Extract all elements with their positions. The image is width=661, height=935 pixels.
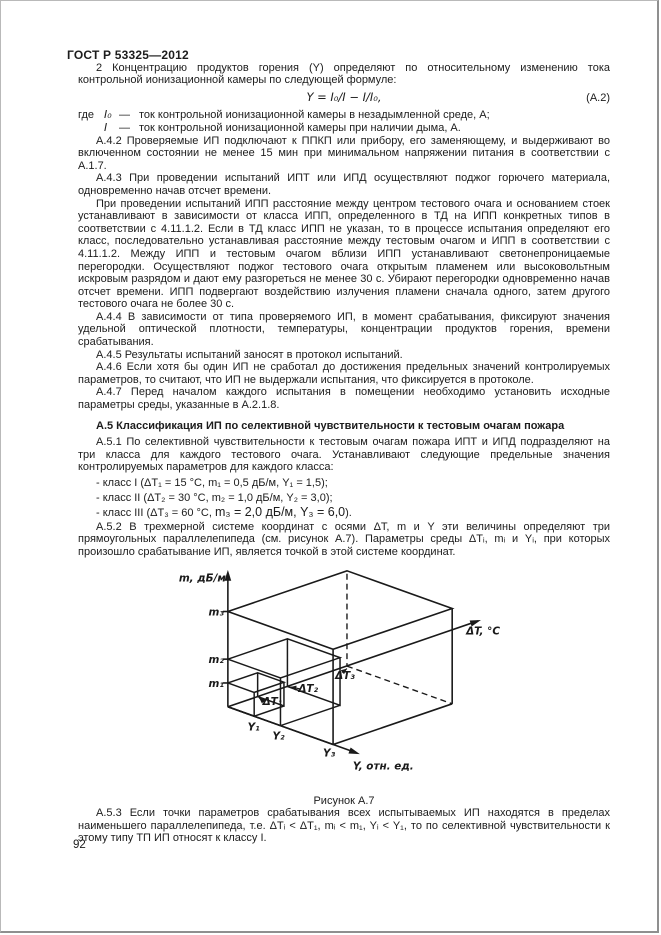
- where-text: ток контрольной ионизационной камеры в незадымленной среде, А;: [139, 109, 490, 122]
- paragraph-a4-3-cont: При проведении испытаний ИПП расстояние между центром тестового очага и основанием стоек устанавливают в зависимости от класса ИПП, определенного в ТД на ИПП конкретных типов в соответствии с 4.11.1.2. Если в ТД класс ИПП не указан, то в процессе испытания определяют его класс, последовательно устанавливая расстояние между тестовым очагом и ИПП в соответствии с 4.11.1.2. Между ИПП и тестовым очагом вблизи ИПП устанавливают светонепроницаемые перегородки. Осуществляют поджог тестового очага открытым пламенем или высоковольтным искровым разрядом и дают ему разгореться не менее 30 с. Убирают перегородки одновременно начав отсчет времени. ИПП подвергают воздействию излучения пламени сначала одного, затем другого тестового очага не более 30 с.: [78, 197, 610, 311]
- figure-caption: Рисунок А.7: [313, 794, 375, 807]
- paragraph-a5-2: А.5.2 В трехмерной системе координат с осями ΔT, m и Y эти величины определяют три прямоугольных параллелепипеда (см. рисунок А.7). Параметры среды ΔTᵢ, mᵢ и Yᵢ, при которых произошло срабатывание ИП, является точкой в этой системе координат.: [78, 520, 610, 558]
- where-prefix: где: [78, 109, 95, 122]
- delta-t-axis-label: ΔT, °С: [466, 624, 500, 637]
- axes: [223, 575, 478, 752]
- paragraph-a4-2: А.4.2 Проверяемые ИП подключают к ППКП или прибору, его заменяющему, и выдерживают во включенном состоянии не менее 15 мин при минимальном напряжении питания в соответствии с А.1.7.: [78, 134, 610, 172]
- paragraph-a4-7: А.4.7 Перед началом каждого испытания в помещении необходимо установить исходные параметры среды, указанные в А.2.1.8.: [78, 386, 610, 412]
- document-header: ГОСТ Р 53325—2012: [67, 48, 189, 62]
- formula-number: (А.2): [586, 91, 610, 104]
- where-symbol: I₀: [104, 108, 112, 122]
- heading-a5: А.5 Классификация ИП по селективной чувствительности к тестовым очагам пожара: [96, 419, 565, 432]
- paragraph-a4-5: А.4.5 Результаты испытаний заносят в протокол испытаний.: [96, 348, 403, 361]
- m-axis-label: m, дБ/м: [178, 572, 226, 585]
- delta-t2-label: ΔT₂: [298, 682, 319, 695]
- formula-block: [78, 91, 610, 105]
- delta-t3-label: ΔT₃: [335, 669, 355, 682]
- class-item-text: - класс III (ΔT₃ = 60 °С,: [96, 506, 215, 519]
- paragraph-a4-3: А.4.3 При проведении испытаний ИПТ или ИПД осуществляют поджог горючего материала, одновременно начав отсчет времени.: [78, 172, 610, 197]
- class-list-item-2: [78, 491, 610, 505]
- where-dash: —: [119, 121, 130, 134]
- paragraph-a4-6: А.4.6 Если хотя бы один ИП не сработал до достижения предельных значений контролируемых параметров, то считают, что ИП не выдержали испытания, что фиксируется в протоколе.: [78, 361, 610, 386]
- figure-a7: [78, 565, 610, 793]
- where-dash: —: [119, 109, 130, 122]
- axis-arrowheads: [224, 569, 480, 753]
- delta-t-axis: [228, 620, 478, 706]
- where-list: [78, 109, 610, 134]
- where-row: [78, 122, 610, 135]
- y-axis-arrow: [348, 747, 359, 754]
- page-number: 92: [73, 839, 86, 851]
- where-prefix-empty: [78, 122, 104, 135]
- class-list-item-3: [78, 506, 610, 520]
- class-list-item-1: [78, 476, 610, 490]
- figure-a7-diagram: [78, 565, 609, 793]
- class-item-text: - класс I (ΔT₁ = 15 °С, m₁ = 0,5 дБ/м, Y₁ = 1,5);: [96, 476, 328, 489]
- y-axis-label: Y, отн. ед.: [352, 759, 414, 772]
- where-symbol: I: [104, 120, 108, 134]
- paragraph-a5-1: А.5.1 По селективной чувствительности к тестовым очагам пожара ИПТ и ИПД подразделяют на три класса для каждого тестового очага. Устанавливают следующие предельные значения контролируемых параметров для каждого класса:: [78, 436, 610, 474]
- m1-tick-label: m₁: [208, 677, 224, 690]
- y1-tick-label: Y₁: [247, 721, 260, 734]
- y2-tick-label: Y₂: [272, 730, 285, 743]
- formula-expression: Y = I₀/I − I/I₀,: [306, 89, 382, 104]
- paragraph-a4-4: А.4.4 В зависимости от типа проверяемого ИП, в момент срабатывания, фиксируют значения удельной оптической плотности, температуры, концентрации продуктов горения, времени срабатывания.: [78, 310, 610, 349]
- class-item-tail: ).: [345, 506, 352, 519]
- m2-tick-label: m₂: [208, 653, 224, 666]
- y3-tick-label: Y₃: [323, 746, 336, 759]
- class-item-text: - класс II (ΔT₂ = 30 °С, m₂ = 1,0 дБ/м, Y₂ = 3,0);: [96, 491, 333, 504]
- where-row: [78, 109, 610, 122]
- class-item-emph: m₃ = 2,0 дБ/м, Y₃ = 6,0: [214, 504, 346, 519]
- where-text: ток контрольной ионизационной камеры при наличии дыма, А.: [139, 121, 461, 134]
- paragraph-a5-3: А.5.3 Если точки параметров срабатывания всех испытываемых ИП находятся в пределах наименьшего параллелепипеда, т.е. ΔTᵢ < ΔT₁, mᵢ < m₁, Yᵢ < Y₁, то по селективной чувствительности к этому типу ТП ИП относят к классу I.: [78, 807, 610, 845]
- paragraph-intro: 2 Концентрацию продуктов горения (Y) определяют по относительному изменению тока контрольной ионизационной камеры по следующей формуле:: [78, 61, 610, 87]
- m3-tick-label: m₃: [208, 606, 224, 619]
- delta-t1-label: ΔT₁: [262, 695, 283, 708]
